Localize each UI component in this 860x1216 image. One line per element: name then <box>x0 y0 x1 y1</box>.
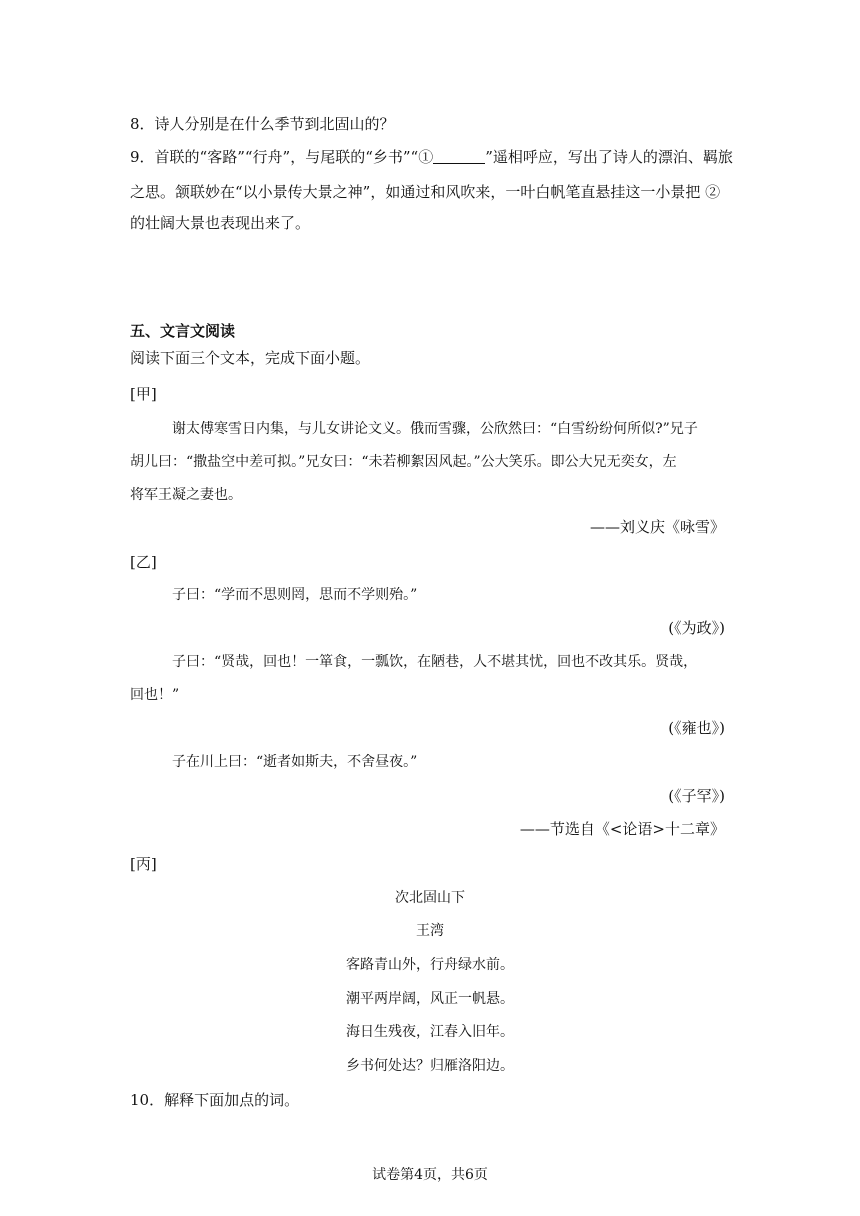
yi-p1: 子曰：“学而不思则罔，思而不学则殆。” <box>172 587 418 603</box>
jia-line3: 将军王凝之妻也。 <box>130 487 242 503</box>
page-footer: 试卷第4页，共6页 <box>372 1167 488 1183</box>
q9-text-b: ”遥相呼应，写出了诗人的漂泊、羁旅 <box>485 148 733 166</box>
jia-line2: 胡儿曰：“撒盐空中差可拟。”兄女曰：“未若柳絮因风起。”公大笑乐。即公大兄无奕女，左 <box>130 454 677 470</box>
jia-source: ——刘义庆《咏雪》 <box>589 518 725 536</box>
yi-p3-source: (《子罕》) <box>668 787 725 805</box>
poem-title: 次北固山下 <box>395 890 465 906</box>
question-9-line1 <box>130 146 733 168</box>
yi-label: [乙] <box>130 553 157 571</box>
yi-p2-line1: 子曰：“贤哉，回也！一箪食，一瓢饮，在陋巷，人不堪其忧，回也不改其乐。贤哉， <box>172 654 698 670</box>
jia-label: [甲] <box>130 385 157 403</box>
section-title: 五、文言文阅读 <box>130 322 236 340</box>
q9-text-a: 9．首联的“客路”“行舟”，与尾联的“乡书”“① <box>130 148 434 166</box>
yi-p2-line2: 回也！” <box>130 687 180 703</box>
poem-line: 客路青山外，行舟绿水前。 <box>346 957 514 973</box>
yi-p3: 子在川上曰：“逝者如斯夫，不舍昼夜。” <box>172 754 418 770</box>
answer-blank-1[interactable] <box>433 149 485 164</box>
yi-p1-source: (《为政》) <box>668 619 725 637</box>
yi-source: ——节选自《<论语>十二章》 <box>519 820 725 838</box>
poem-line: 乡书何处达？归雁洛阳边。 <box>346 1058 514 1074</box>
yi-p2-source: (《雍也》) <box>668 719 725 737</box>
instruction: 阅读下面三个文本，完成下面小题。 <box>130 349 371 367</box>
question-9-line3: 的壮阔大景也表现出来了。 <box>130 214 311 232</box>
poem-line: 潮平两岸阔，风正一帆悬。 <box>346 991 514 1007</box>
poem-author: 王湾 <box>416 923 444 939</box>
question-8: 8．诗人分别是在什么季节到北固山的？ <box>130 115 395 133</box>
jia-line1: 谢太傅寒雪日内集，与儿女讲论文义。俄而雪骤，公欣然曰：“白雪纷纷何所似?”兄子 <box>172 421 698 437</box>
bing-label: [丙] <box>130 855 157 873</box>
poem-line: 海日生残夜，江春入旧年。 <box>346 1024 514 1040</box>
question-9-line2: 之思。颔联妙在“以小景传大景之神”，如通过和风吹来，一叶白帆笔直悬挂这一小景把 ② <box>130 183 721 201</box>
question-10: 10．解释下面加点的词。 <box>130 1091 300 1109</box>
